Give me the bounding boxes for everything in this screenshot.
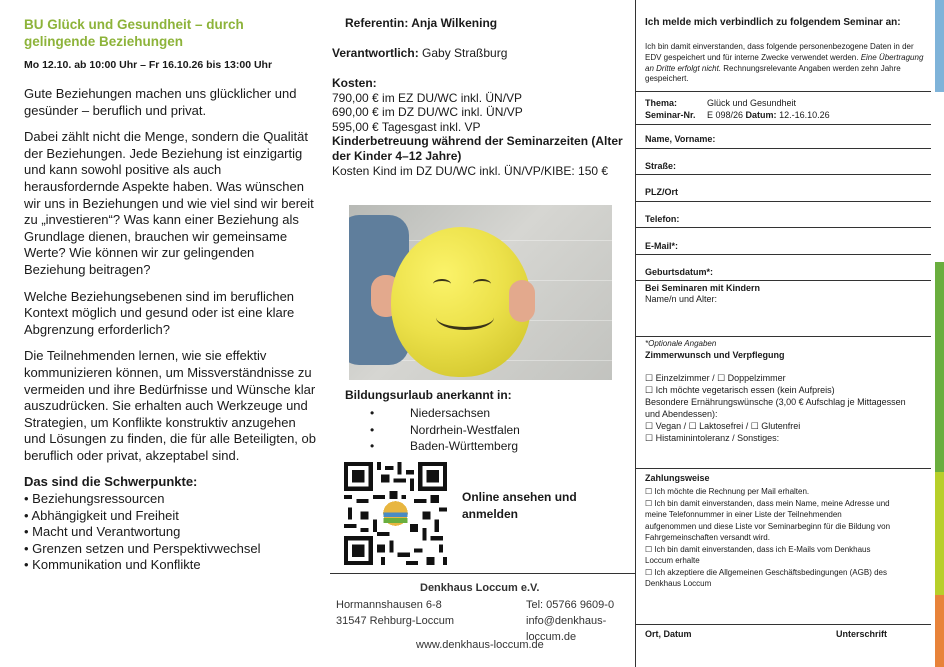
address [336, 597, 454, 629]
email-link[interactable]: info@denkhaus-loccum.de [526, 615, 607, 643]
payment-option[interactable]: ☐ Ich möchte die Rechnung per Mail erhalten. [645, 487, 810, 496]
speaker: Referentin: Anja Wilkening [345, 16, 498, 30]
registration-form [635, 0, 936, 667]
signature-field[interactable]: Unterschrift [836, 629, 888, 639]
responsible-name: Gaby Straßburg [422, 46, 508, 60]
list-item: • Abhängigkeit und Freiheit [24, 508, 316, 525]
email-consent[interactable]: ☐ Ich bin damit einverstanden, dass ich E-Mails vom Denkhaus Loccum erhalte [645, 544, 871, 565]
divider [636, 174, 931, 175]
list-item: • Baden-Württemberg [370, 439, 519, 453]
website-link[interactable]: www.denkhaus-loccum.de [416, 639, 544, 651]
divider [636, 254, 931, 255]
balloon-photo [349, 205, 612, 380]
cost-line: 595,00 € Tagesgast inkl. VP [332, 119, 481, 134]
organization-name: Denkhaus Loccum e.V. [420, 582, 540, 594]
description-column [0, 0, 330, 667]
focus-points-title: Das sind die Schwerpunkte: [24, 474, 198, 490]
list-item: • Beziehungsressourcen [24, 491, 316, 508]
room-option[interactable]: ☐ Einzelzimmer / ☐ Doppelzimmer [645, 373, 786, 383]
paragraph: Gute Beziehungen machen uns glücklicher und gesünder – beruflich und privat. [24, 86, 297, 118]
terms-consent[interactable]: ☐ Ich akzeptiere die Allgemeinen Geschäftsbedingungen (AGB) des Denkhaus Loccum [645, 567, 887, 588]
place-date-field[interactable]: Ort, Datum [645, 629, 692, 639]
children-field[interactable]: Bei Seminaren mit Kindern Name/n und Alter: [645, 283, 761, 304]
description-body [24, 86, 316, 574]
intolerance-option[interactable]: ☐ Histaminintoleranz / Sonstiges: [645, 433, 780, 443]
room-title: Zimmerwunsch und Verpflegung [645, 350, 785, 360]
paragraph: Dabei zählt nicht die Menge, sondern die Qualität der Beziehungen. Jede Beziehung ist einzigartig und kann sowohl positive als auch herausfordernde Aspekte haben. Was wünschen wir uns in Beziehungen und wie viel sind wir bereit zu „investieren“? Was kann einer Beziehung als Grundlage dienen, brauchen wir gemeinsame Werte? Wie können wir zur gelingenden Beziehung beitragen? [24, 129, 314, 277]
vegetarian-option[interactable]: ☐ Ich möchte vegetarisch essen (kein Aufpreis) [645, 385, 835, 395]
birthdate-field[interactable]: Geburtsdatum*: [645, 267, 714, 277]
divider [636, 624, 931, 625]
qr-caption: Online ansehen und anmelden [462, 490, 577, 521]
hand-shape [509, 280, 535, 322]
list-item: • Nordrhein-Westfalen [370, 422, 520, 437]
childcare-title: Kinderbetreuung während der Seminarzeiten (Alter der Kinder 4–12 Jahre) [332, 134, 623, 163]
responsible-label: Verantwortlich: [332, 46, 419, 60]
list-item: • Kommunikation und Konflikte [24, 557, 316, 574]
zip-city-field[interactable]: PLZ/Ort [645, 187, 678, 197]
phone-field[interactable]: Telefon: [645, 214, 680, 224]
divider [636, 227, 931, 228]
color-stripe [935, 262, 944, 472]
payment-title: Zahlungsweise [645, 473, 710, 483]
divider [636, 336, 931, 337]
education-leave-list [370, 405, 520, 455]
divider [330, 573, 635, 574]
divider [636, 468, 931, 469]
payment-options [645, 486, 893, 590]
divider [636, 201, 931, 202]
consent-text: Ich bin damit einverstanden, dass folgende personenbezogene Daten in der EDV gespeichert und für interne Zwecke verwendet werden. Eine Übertragung an Dritte erfolgt nicht. Rechnungsrelevante Angaben werden zehn Jahre gespeichert. [645, 42, 924, 84]
qr-code[interactable] [344, 462, 447, 565]
optional-note: *Optionale Angaben [645, 339, 717, 348]
phone: Tel: 05766 9609-0 [526, 599, 615, 611]
paragraph: Die Teilnehmenden lernen, wie sie effektiv kommunizieren können, um Missverständnisse zu vermeiden und ihre Bedürfnisse und Wünsche klar auszudrücken. Sie erhalten auch Werkzeuge und Strategien, um Konflikte konstruktiv anzugehen und Lösungen zu finden, die für alle Beteiligten, ob beruflich oder privat, akzeptabel sind. [24, 348, 316, 463]
seminar-dates: Mo 12.10. ab 10:00 Uhr – Fr 16.10.26 bis 13:00 Uhr [24, 59, 273, 71]
list-item: • Macht und Verantwortung [24, 524, 316, 541]
divider [636, 124, 931, 125]
email-field[interactable]: E-Mail*: [645, 241, 679, 251]
room-options [645, 372, 915, 444]
seminar-info: Thema: Glück und Gesundheit Seminar-Nr. E 098/26 Datum: 12.-16.10.26 [645, 98, 830, 120]
name-field[interactable]: Name, Vorname: [645, 134, 716, 144]
diet-option[interactable]: ☐ Vegan / ☐ Laktosefrei / ☐ Glutenfrei [645, 421, 801, 431]
address-street: Hormannshausen 6-8 [336, 599, 442, 611]
cost-line: 690,00 € im DZ DU/WC inkl. ÜN/VP [332, 105, 523, 120]
list-item: • Grenzen setzen und Perspektivwechsel [24, 541, 316, 558]
divider [636, 148, 931, 149]
contact [526, 597, 635, 645]
paragraph: Welche Beziehungsebenen sind im beruflichen Kontext möglich und gesund oder ist eine klare Abgrenzung erforderlich? [24, 288, 295, 337]
seminar-title: BU Glück und Gesundheit – durch gelingende Beziehungen [24, 17, 244, 49]
diet-note: Besondere Ernährungswünsche (3,00 € Aufschlag je Mittagessen und Abendessen): [645, 397, 906, 419]
color-stripe [935, 0, 944, 92]
form-title: Ich melde mich verbindlich zu folgendem Seminar an: [645, 17, 901, 28]
focus-points-list [24, 491, 316, 574]
address-city: 31547 Rehburg-Loccum [336, 615, 455, 627]
list-item: • Niedersachsen [370, 406, 491, 420]
costs-title: Kosten: [332, 76, 377, 90]
costs-section [332, 76, 627, 178]
education-leave-title: Bildungsurlaub anerkannt in: [345, 388, 512, 402]
cost-line: 790,00 € im EZ DU/WC inkl. ÜN/VP [332, 90, 523, 105]
color-stripe [935, 595, 944, 667]
divider [636, 91, 931, 92]
carpool-consent[interactable]: ☐ Ich bin damit einverstanden, dass mein Name, meine Adresse und meine Telefonnummer in einer Liste der Teilnehmenden aufgenommen und diese Liste vor Seminarbeginn für die Bildung von Fahrgemeinschaften versandt wird. [645, 498, 891, 542]
color-stripe [935, 472, 944, 595]
info-column [330, 0, 635, 667]
responsible [332, 46, 507, 60]
street-field[interactable]: Straße: [645, 161, 677, 171]
divider [636, 280, 931, 281]
childcare-cost: Kosten Kind im DZ DU/WC inkl. ÜN/VP/KIBE: 150 € [332, 163, 609, 178]
